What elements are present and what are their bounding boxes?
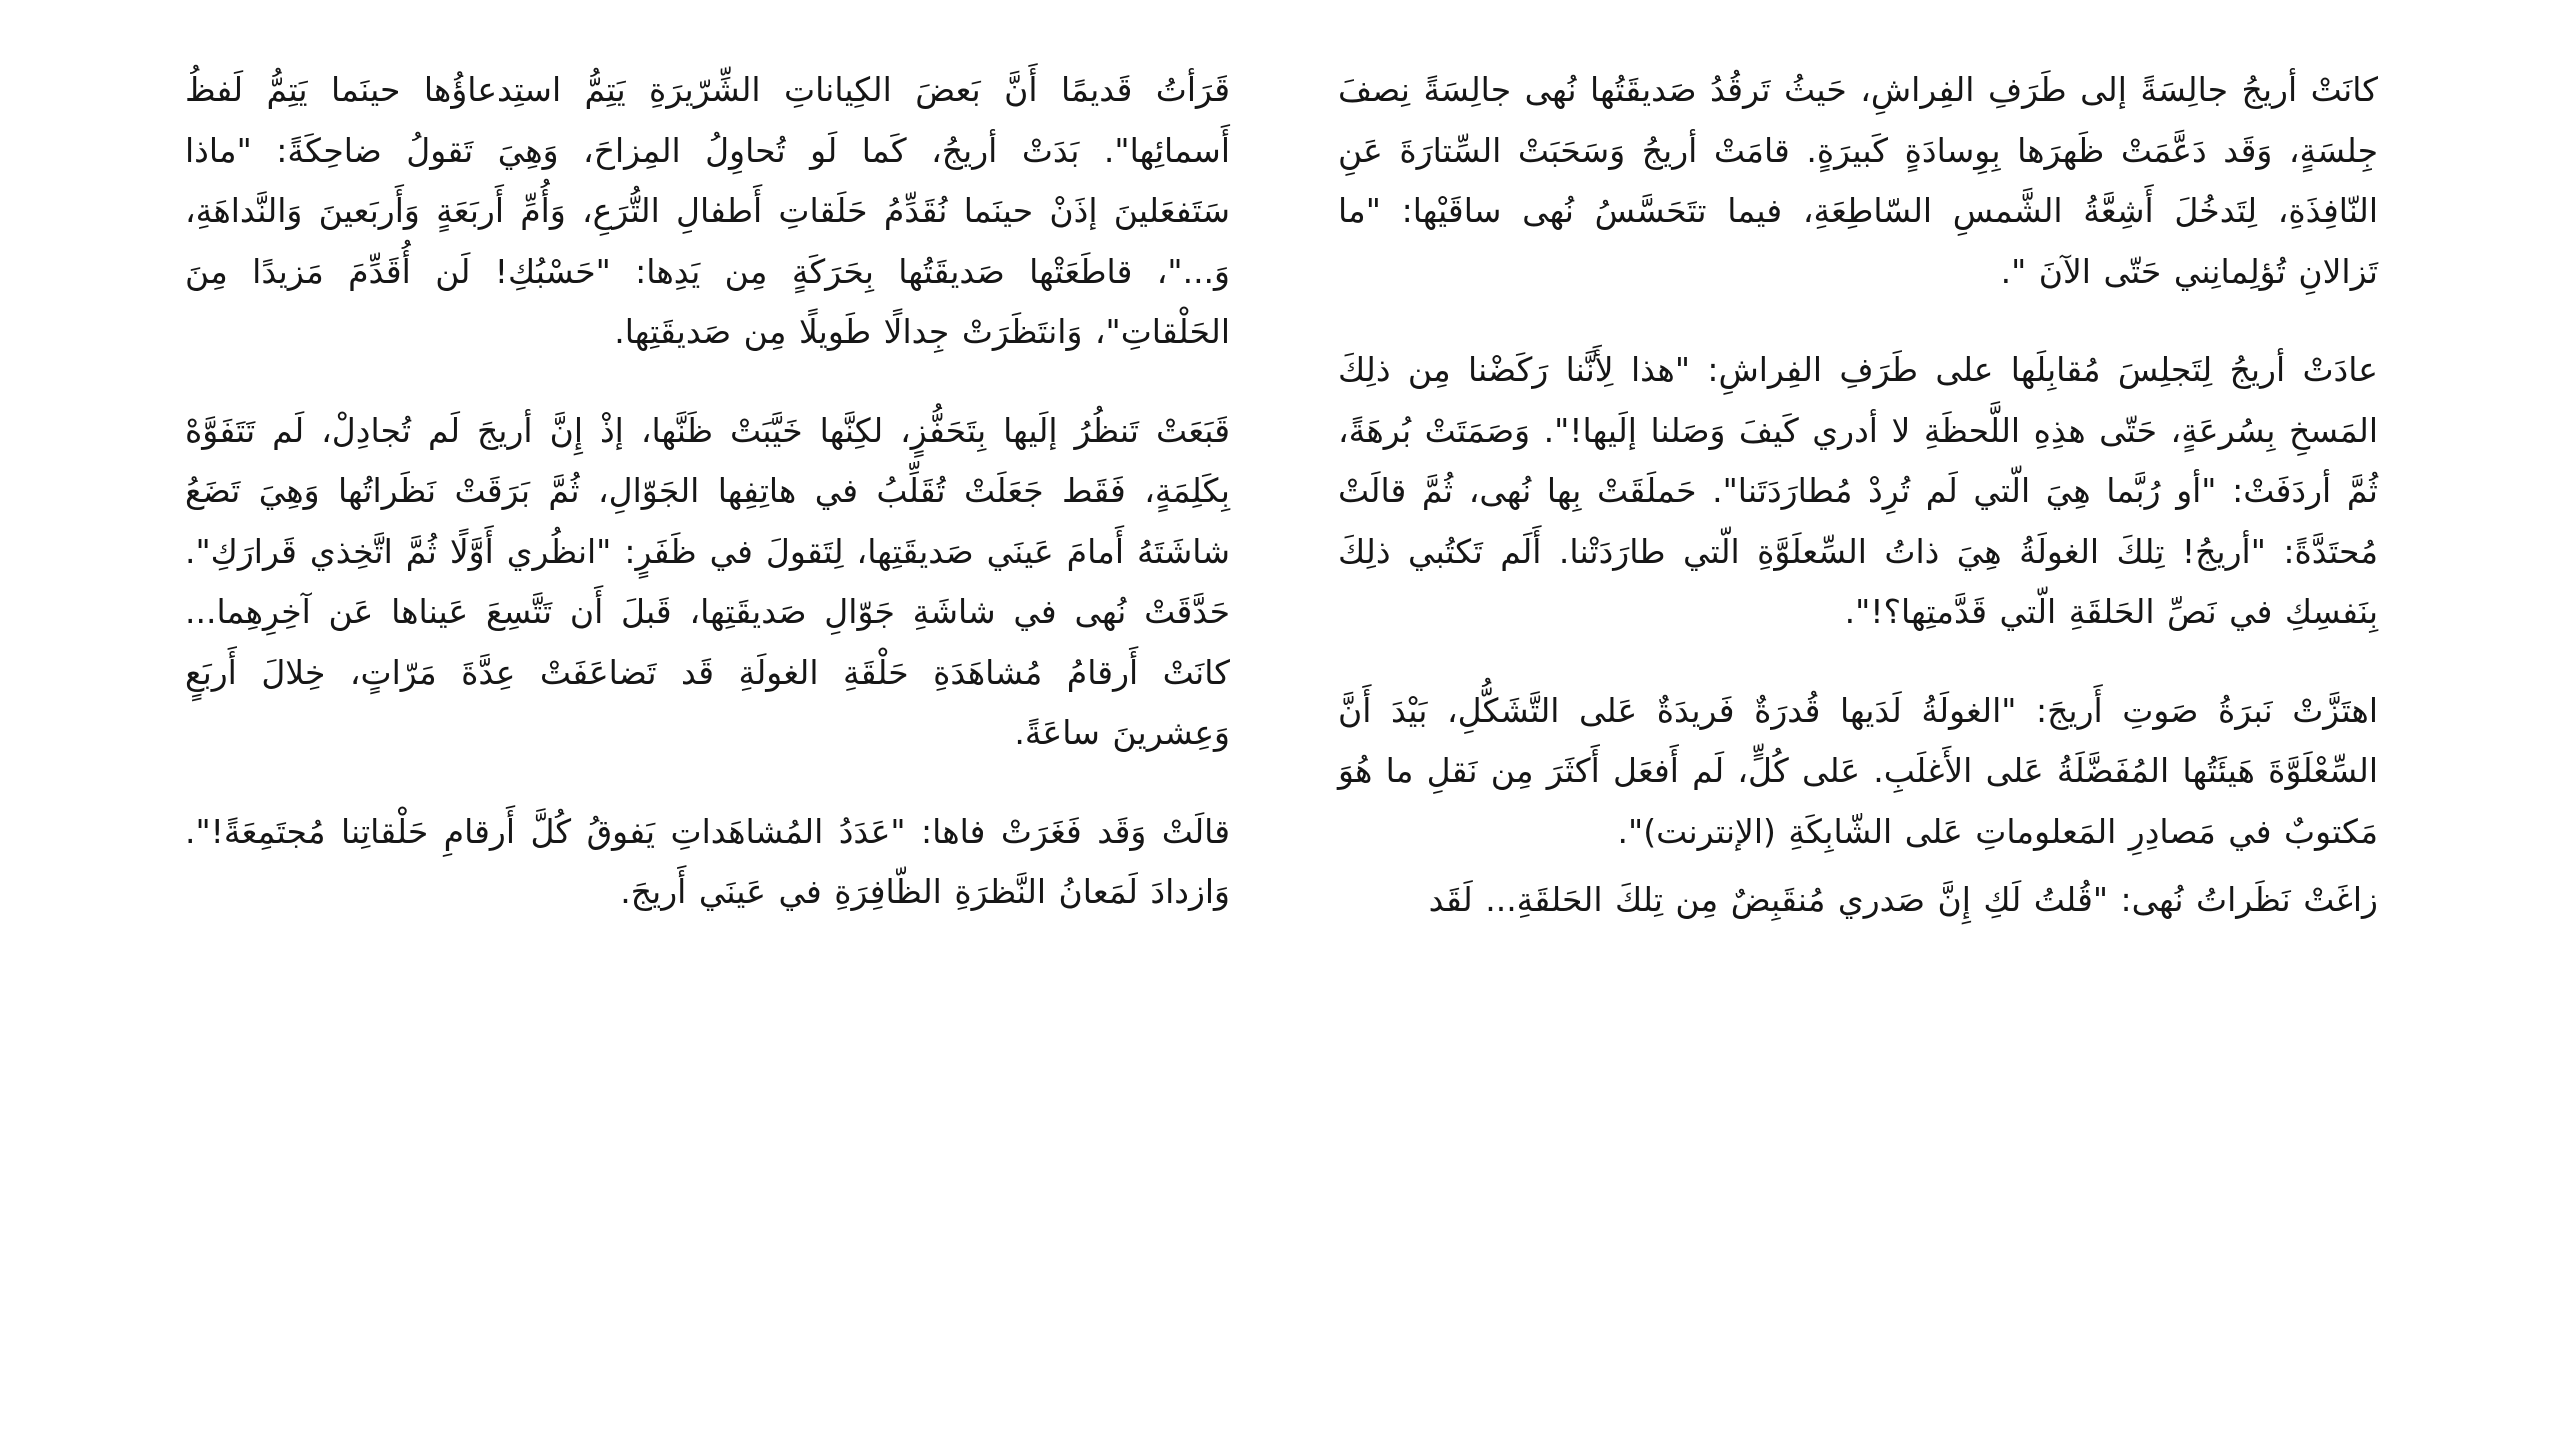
paragraph: كانَتْ أريجُ جالِسَةً إلى طَرَفِ الفِراشِ، حَيثُ تَرقُدُ صَديقَتُها نُهى جالِسَةً نِصفَ جِلسَةٍ، وَقَد دَعَّمَتْ ظَهرَها بِوِسادَةٍ كَبيرَةٍ. قامَتْ أريجُ وَسَحَبَتْ السِّتارَةَ عَنِ النّافِذَةِ، لِتَدخُلَ أَشِعَّةُ الشَّمسِ السّاطِعَةِ، فيما تتَحَسَّسُ نُهى ساقَيْها: "ما تَزالانِ تُؤلِمانِني حَتّى الآنَ ". — [1338, 70, 2378, 291]
paragraph: قالَتْ وَقَد فَغَرَتْ فاها: "عَدَدُ المُشاهَداتِ يَفوقُ كُلَّ أَرقامِ حَلْقاتِنا مُجتَمِعَةً!". وَازدادَ لَمَعانُ النَّظرَةِ الظّافِرَةِ في عَينَي أَريجَ. — [185, 811, 1230, 911]
paragraph: قَبَعَتْ تَنظُرُ إلَيها بِتَحَفُّزٍ، لكِنَّها خَيَّبَتْ ظَنَّها، إذْ إِنَّ أريجَ لَم تُجادِلْ، لَم تَتَفَوَّهْ بِكَلِمَةٍ، فَقَط جَعَلَتْ تُقَلِّبُ في هاتِفِها الجَوّالِ، ثُمَّ بَرَقَتْ نَظَراتُها وَهِيَ تَضَعُ شاشَتَهُ أَمامَ عَينَي صَديقَتِها، لِتَقولَ في ظَفَرٍ: "انظُري أَوَّلًا ثُمَّ اتَّخِذي قَرارَكِ". حَدَّقَتْ نُهى في شاشَةِ جَوّالِ صَديقَتِها، قَبلَ أَن تَتَّسِعَ عَيناها عَن آخِرِهِما... كانَتْ أَرقامُ مُشاهَدَةِ حَلْقَةِ الغولَةِ قَد تَضاعَفَتْ عِدَّةَ مَرّاتٍ، خِلالَ أَربَعٍ وَعِشرينَ ساعَةً. — [185, 410, 1230, 752]
paragraph: عادَتْ أريجُ لِتَجلِسَ مُقابِلَها على طَرَفِ الفِراشِ: "هذا لِأَنَّنا رَكَضْنا مِن ذلِكَ المَسخِ بِسُرعَةٍ، حَتّى هذِهِ اللَّحظَةِ لا أدري كَيفَ وَصَلنا إلَيها!". وَصَمَتَتْ بُرهَةً، ثُمَّ أردَفَتْ: "أو رُبَّما هِيَ الّتي لَم تُرِدْ مُطارَدَتَنا". حَملَقَتْ بِها نُهى، ثُمَّ قالَتْ مُحتَدَّةً: "أريجُ! تِلكَ الغولَةُ هِيَ ذاتُ السِّعلَوَّةِ الّتي طارَدَتْنا. أَلَم تَكتُبي ذلِكَ بِنَفسِكِ في نَصِّ الحَلقَةِ الّتي قَدَّمتِها؟!". — [1338, 350, 2378, 631]
paragraph: زاغَتْ نَظَراتُ نُهى: "قُلتُ لَكِ إِنَّ صَدري مُنقَبِضٌ مِن تِلكَ الحَلقَةِ... لَقَد — [1428, 880, 2378, 919]
paragraph: قَرَأتُ قَديمًا أَنَّ بَعضَ الكِياناتِ الشِّرّيرَةِ يَتِمُّ استِدعاؤُها حينَما يَتِمُّ لَفظُ أَسمائِها". بَدَتْ أريجُ، كَما لَو تُحاوِلُ المِزاحَ، وَهِيَ تَقولُ ضاحِكَةً: "ماذا سَتَفعَلينَ إذَنْ حينَما نُقَدِّمُ حَلَقاتِ أَطفالِ التُّرَعِ، وَأُمِّ أَربَعَةٍ وَأَربَعينَ وَالنَّداهَةِ، وَ..."، قاطَعَتْها صَديقَتُها بِحَرَكَةٍ مِن يَدِها: "حَسْبُكِ! لَن أُقَدِّمَ مَزيدًا مِنَ الحَلْقاتِ"، وَانتَظَرَتْ جِدالًا طَويلًا مِن صَديقَتِها. — [185, 70, 1230, 351]
left-page-text — [185, 60, 1230, 923]
paragraph: اهتَزَّتْ نَبرَةُ صَوتِ أَريجَ: "الغولَةُ لَدَيها قُدرَةٌ فَريدَةٌ عَلى التَّشَكُّلِ، بَيْدَ أَنَّ السِّعْلَوَّةَ هَيئَتُها المُفَضَّلَةُ عَلى الأَغلَبِ. عَلى كُلٍّ، لَم أَفعَل أَكثَرَ مِن نَقلِ ما هُوَ مَكتوبٌ في مَصادِرِ المَعلوماتِ عَلى الشّابِكَةِ (الإنترنت)". — [1338, 690, 2378, 851]
right-page-text — [1338, 60, 2378, 931]
